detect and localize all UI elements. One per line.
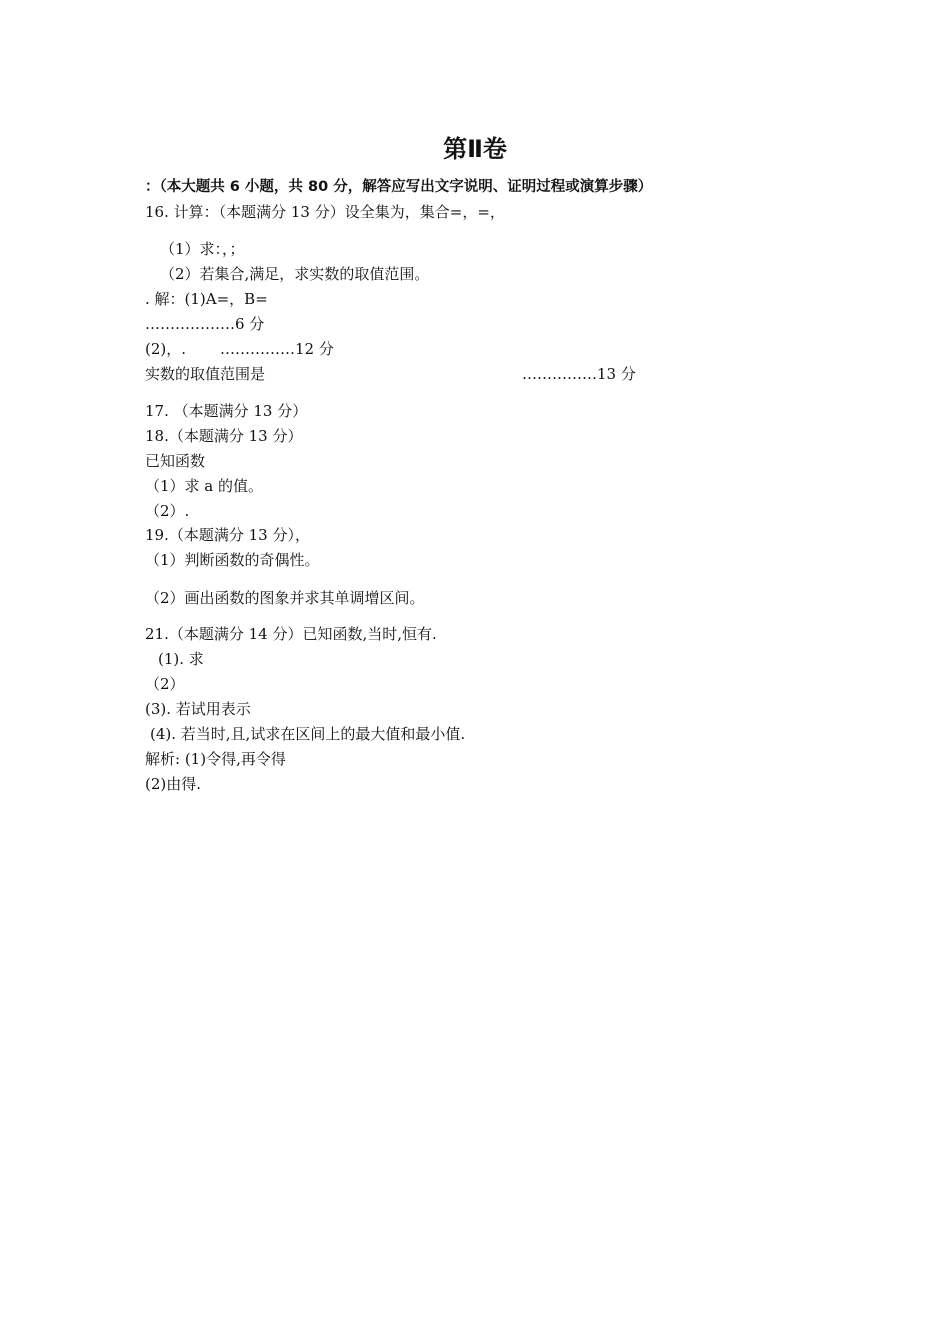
q16-part1: （1）求：，； (160, 240, 245, 258)
q16-stem: 16. 计算：（本题满分 13 分）设全集为，集合=，=， (145, 203, 505, 221)
q21-part3: (3). 若试用表示 (145, 700, 251, 718)
q19-part2: （2）画出函数的图象并求其单调增区间。 (145, 589, 425, 607)
q19-stem: 19.（本题满分 13 分）， (145, 526, 310, 544)
q21-analysis-2: (2)由得. (145, 775, 202, 793)
q16-part2: （2）若集合,满足，求实数的取值范围。 (160, 265, 430, 283)
q21-part1: (1). 求 (158, 650, 204, 668)
q18-part2: （2）. (145, 502, 190, 520)
q16-solution-range: 实数的取值范围是 (145, 365, 266, 383)
q16-solution-score-6: ………………6 分 (145, 315, 265, 333)
section-title: 第Ⅱ卷 (443, 135, 507, 163)
q18-stem: 18.（本题满分 13 分） (145, 427, 303, 445)
q21-analysis-1: 解析: (1)令得,再令得 (145, 750, 286, 768)
q19-part1: （1）判断函数的奇偶性。 (145, 551, 320, 569)
q18-given: 已知函数 (145, 452, 206, 470)
q21-part2: （2） (145, 675, 185, 693)
q16-solution-score-12: ……………12 分 (220, 340, 334, 358)
q21-part4: (4). 若当时,且,试求在区间上的最大值和最小值. (150, 725, 466, 743)
q21-stem: 21.（本题满分 14 分）已知函数,当时,恒有. (145, 625, 437, 643)
q16-solution-score-13: ……………13 分 (522, 365, 636, 383)
q16-solution-part2: (2)，. (145, 340, 187, 358)
q17-stem: 17. （本题满分 13 分） (145, 402, 308, 420)
section-instructions: ：（本大题共 6 小题，共 80 分，解答应写出文字说明、证明过程或演算步骤） (145, 179, 653, 195)
q16-solution-intro: . 解：(1)A=，B= (145, 290, 268, 308)
q18-part1: （1）求 a 的值。 (145, 477, 264, 495)
